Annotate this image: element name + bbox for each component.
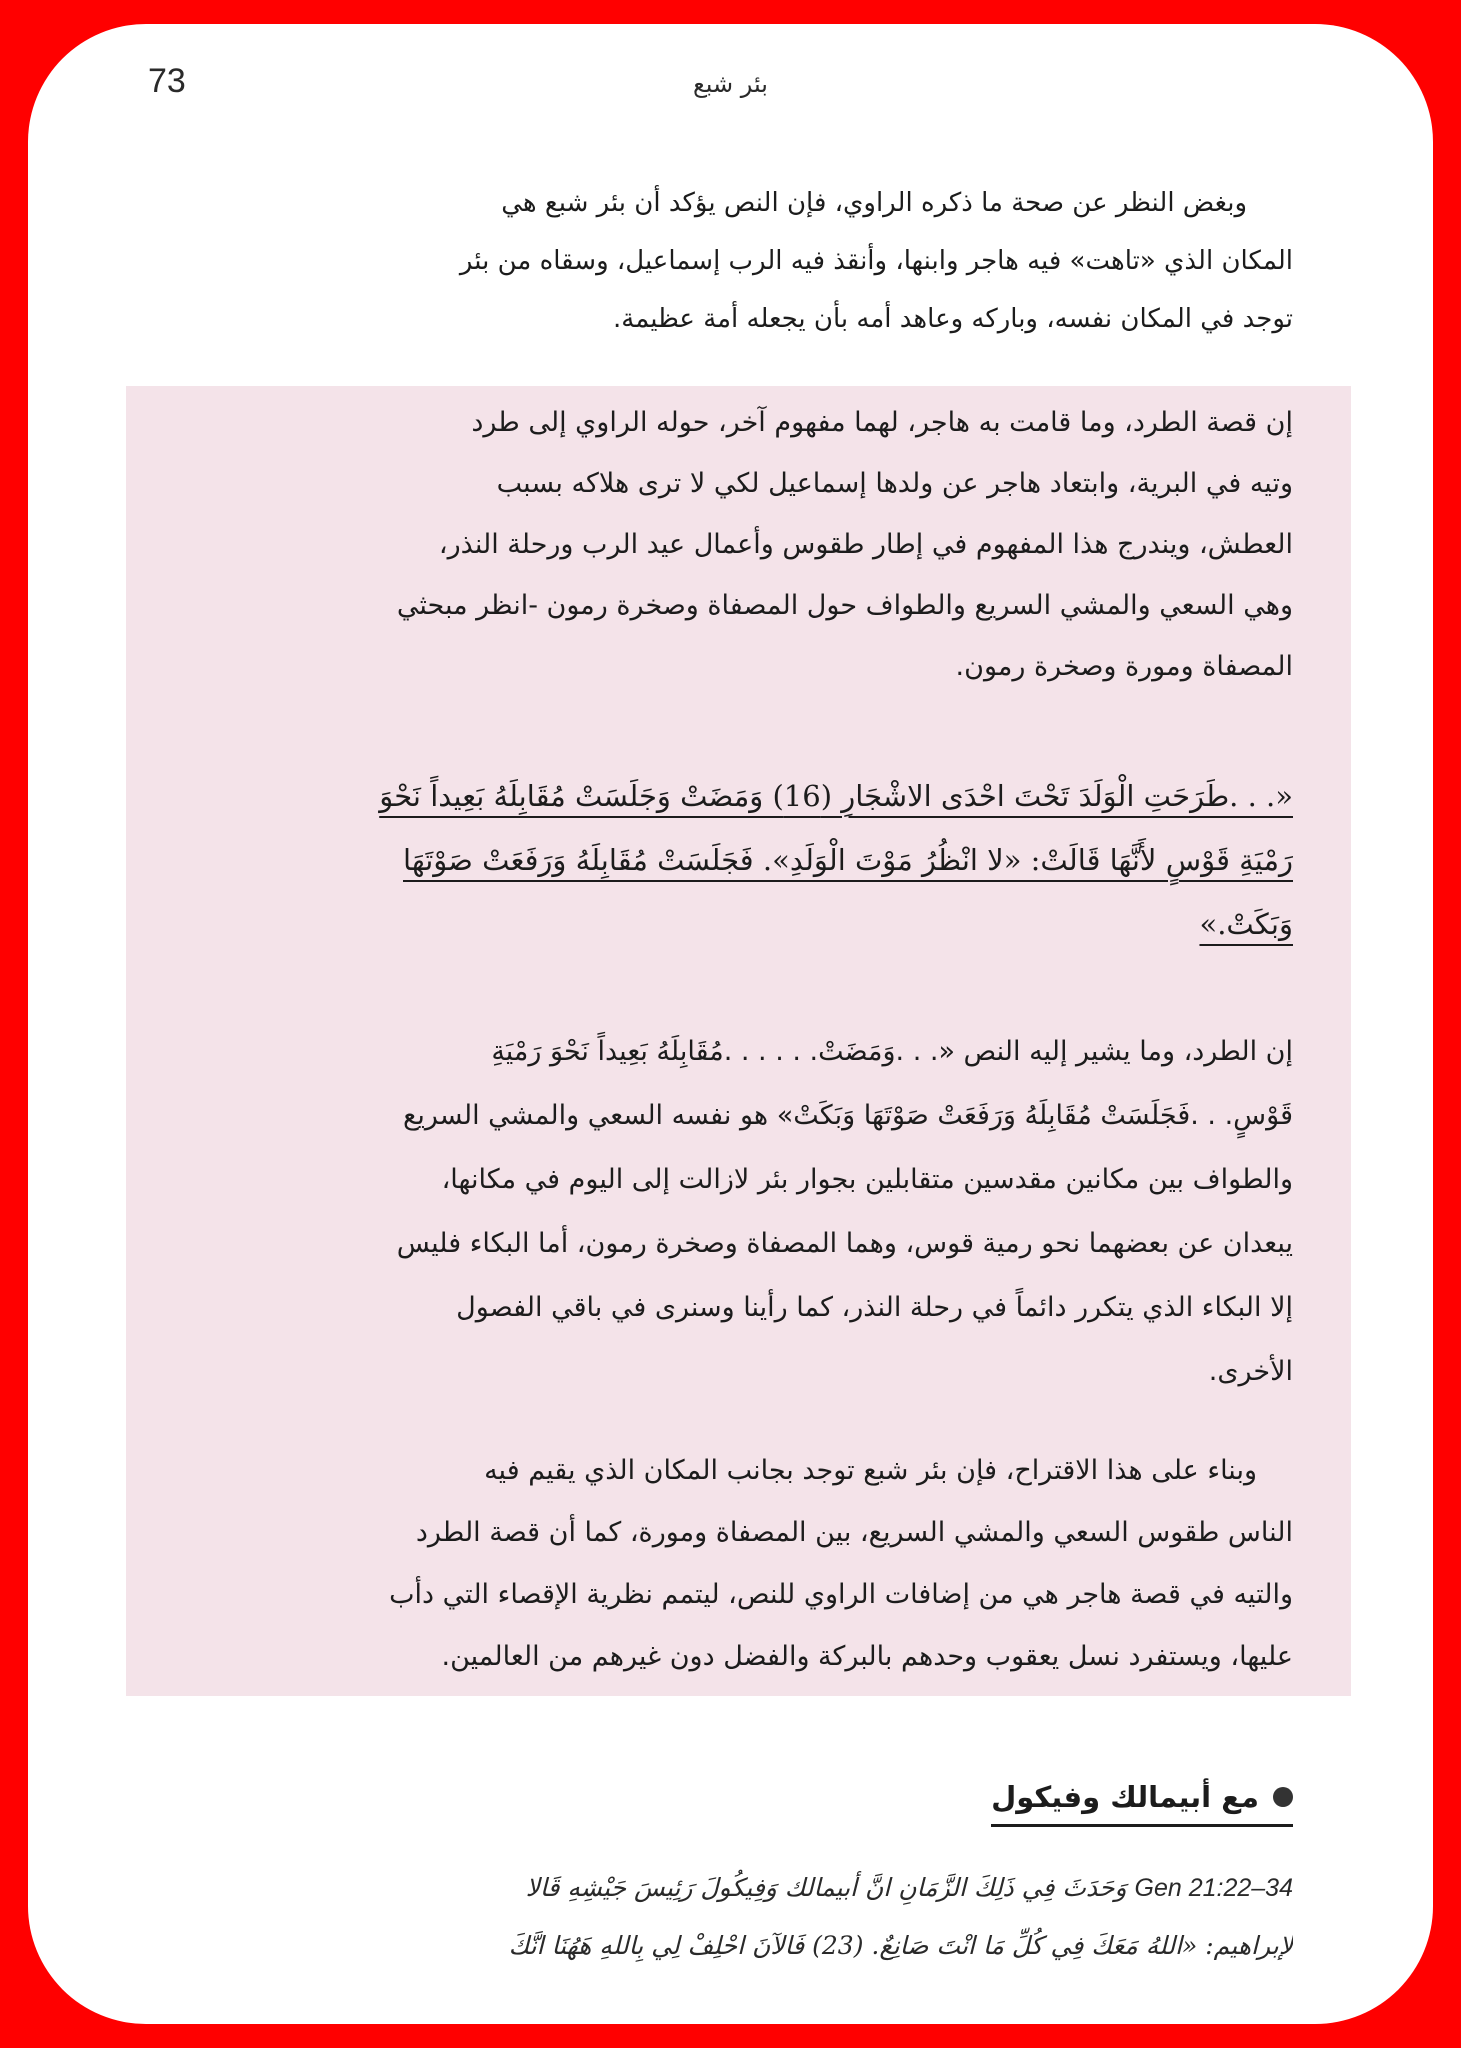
quote-line: رَمْيَةِ قَوْسٍ لأَنَّهَا قَالَتْ: «لا انْظُرُ مَوْتَ الْوَلَدِ». فَجَلَسَتْ مُقَابِلَهُ وَرَفَعَتْ صَوْتَهَا [403, 843, 1293, 877]
quote-line [143, 1859, 1293, 1917]
book-page [28, 24, 1433, 2024]
text-line: وبغض النظر عن صحة ما ذكره الراوي، فإن النص يؤكد أن بئر شبع هي [501, 188, 1247, 218]
text-line: والتيه في قصة هاجر هي من إضافات الراوي للنص، ليتمم نظرية الإقصاء التي دأب [389, 1579, 1293, 1610]
text-line: المكان الذي «تاهت» فيه هاجر وابنها، وأنقذ فيه الرب إسماعيل، وسقاه من بئر [459, 246, 1293, 276]
section-heading-text: مع أبيمالك وفيكول [991, 1780, 1259, 1814]
conclusion-paragraph [123, 1440, 1293, 1688]
expulsion-paragraph [123, 392, 1293, 697]
text-line: والطواف بين مكانين مقدسين متقابلين بجوار بئر لازالت إلى اليوم في مكانها، [441, 1164, 1293, 1195]
text-line: وتيه في البرية، وابتعاد هاجر عن ولدها إسماعيل لكي لا ترى هلاكه بسبب [496, 468, 1293, 499]
text-line: توجد في المكان نفسه، وباركه وعاهد أمه بأن يجعله أمة عظيمة. [613, 304, 1293, 334]
page-number: 73 [148, 62, 186, 100]
quote-line: لإبراهيم: «اللهُ مَعَكَ فِي كُلِّ مَا انْتَ صَانِعٌ. (23) فَالآنَ احْلِفْ لِي بِاللهِ هَهُنَا انَّكَ [508, 1931, 1293, 1960]
scripture-quote [123, 764, 1293, 956]
text-line: إن قصة الطرد، وما قامت به هاجر، لهما مفهوم آخر، حوله الراوي إلى طرد [471, 407, 1293, 438]
text-line: وبناء على هذا الاقتراح، فإن بئر شبع توجد بجانب المكان الذي يقيم فيه [484, 1455, 1257, 1486]
quote-text: وَحَدَثَ فِي ذَلِكَ الزَّمَانِ انَّ أبيمالك وَفِيكُولَ رَئِيسَ جَيْشِهِ قَالا [525, 1873, 1127, 1902]
text-line: الأخرى. [1208, 1356, 1293, 1387]
text-line: يبعدان عن بعضهما نحو رمية قوس، وهما المصفاة وصخرة رمون، أما البكاء فليس [396, 1228, 1293, 1259]
quote-line: «. . .طَرَحَتِ الْوَلَدَ تَحْتَ احْدَى الاشْجَارِ (16) وَمَضَتْ وَجَلَسَتْ مُقَابِلَهُ بَعِيداً نَحْوَ [379, 779, 1293, 813]
text-line: إن الطرد، وما يشير إليه النص «. . .وَمَضَتْ. . . . . .مُقَابِلَهُ بَعِيداً نَحْوَ رَمْيَةِ [491, 1036, 1293, 1067]
intro-paragraph [123, 174, 1293, 348]
text-line: العطش، ويندرج هذا المفهوم في إطار طقوس وأعمال عيد الرب ورحلة النذر، [438, 529, 1293, 560]
interpretation-paragraph [123, 1020, 1293, 1404]
text-line: عليها، ويستفرد نسل يعقوب وحدهم بالبركة والفضل دون غيرهم من العالمين. [441, 1641, 1293, 1672]
running-title: بئر شبع [693, 70, 768, 98]
text-line: المصفاة ومورة وصخرة رمون. [955, 651, 1293, 682]
section-heading [991, 1780, 1293, 1827]
quote-line: وَبَكَتْ.» [1199, 907, 1293, 941]
bullet-icon [1273, 1787, 1293, 1807]
text-line: إلا البكاء الذي يتكرر دائماً في رحلة النذر، كما رأينا وسنرى في باقي الفصول [456, 1292, 1293, 1323]
text-line: الناس طقوس السعي والمشي السريع، بين المصفاة ومورة، كما أن قصة الطرد [415, 1517, 1293, 1548]
genesis-quote [143, 1859, 1293, 1975]
text-line: وهي السعي والمشي السريع والطواف حول المصفاة وصخرة رمون -انظر مبحثي [396, 590, 1293, 621]
scripture-reference: Gen 21:22–34 [1134, 1874, 1293, 1902]
text-line: قَوْسٍ. . .فَجَلَسَتْ مُقَابِلَهُ وَرَفَعَتْ صَوْتَهَا وَبَكَتْ» هو نفسه السعي والمشي السريع [402, 1100, 1293, 1131]
